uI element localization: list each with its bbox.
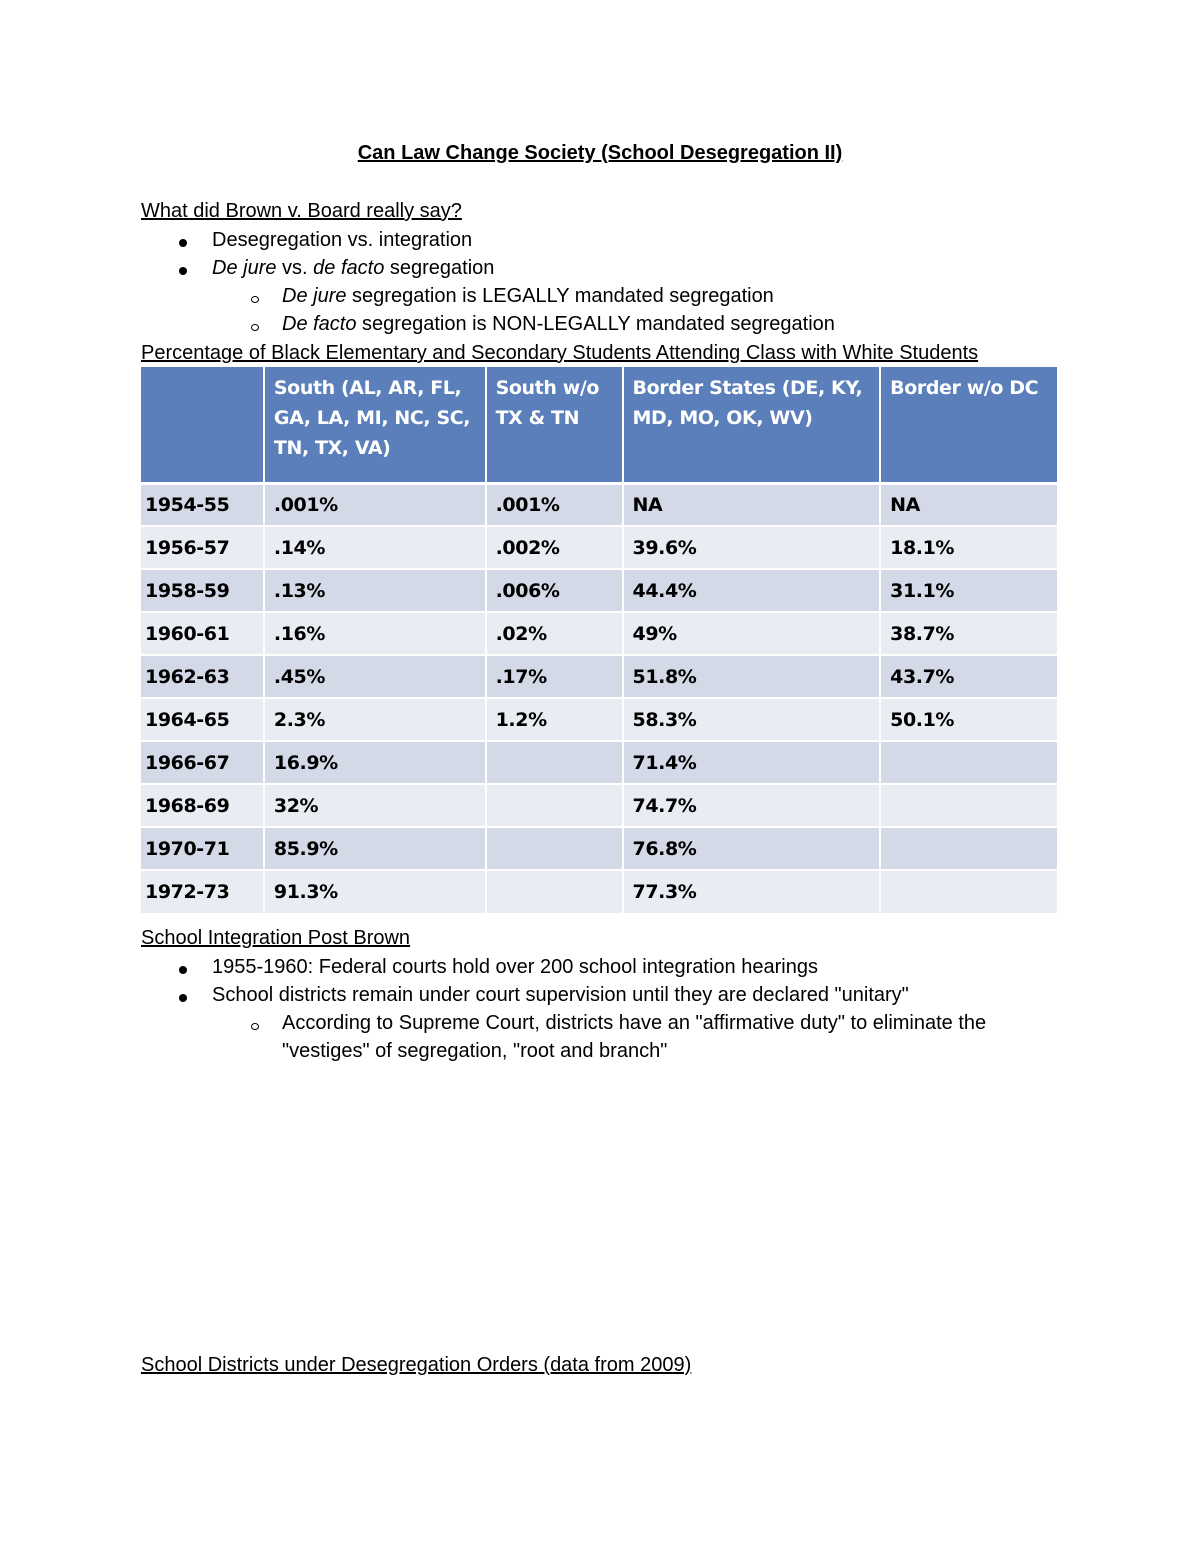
column-header: South (AL, AR, FL, GA, LA, MI, NC, SC, TN, TX, VA) [264,367,486,483]
list-item [141,257,1061,280]
list-item-text: School districts remain under court supervision until they are declared "unitary" [212,984,909,1006]
table-cell: 76.8% [623,827,881,870]
bullet-icon [179,966,187,974]
column-header: Border States (DE, KY, MD, MO, OK, WV) [623,367,881,483]
table-cell: 38.7% [880,612,1058,655]
table-cell-year: 1960-61 [141,612,264,655]
table-cell-year: 1970-71 [141,827,264,870]
bullet-icon [179,994,187,1002]
circle-bullet-icon [251,1023,259,1030]
bullet-icon [179,239,187,247]
sub-list-item [141,285,1061,308]
table-cell: 1.2% [486,698,623,741]
table-cell-year: 1966-67 [141,741,264,784]
table-cell: 2.3% [264,698,486,741]
table-row [141,526,1058,569]
table-cell: .002% [486,526,623,569]
list-item-text: 1955-1960: Federal courts hold over 200 school integration hearings [212,956,818,978]
list-item-text: De jure vs. de facto segregation [212,257,495,279]
table-cell: .02% [486,612,623,655]
table-row [141,483,1058,526]
table-cell: 77.3% [623,870,881,913]
table-cell-year: 1964-65 [141,698,264,741]
table-cell [486,741,623,784]
sub-list-item [141,313,1061,336]
table-heading: Percentage of Black Elementary and Secondary Students Attending Class with White Students [141,342,979,364]
table-row [141,655,1058,698]
table-cell [486,827,623,870]
table-cell-year: 1972-73 [141,870,264,913]
column-header [141,367,264,483]
table-cell-year: 1956-57 [141,526,264,569]
bullet-icon [179,267,187,275]
list-item [141,984,1061,1007]
list-item-text: According to Supreme Court, districts have an "affirmative duty" to eliminate the [282,1012,987,1034]
table-cell: .45% [264,655,486,698]
table-cell-year: 1958-59 [141,569,264,612]
circle-bullet-icon [251,296,259,303]
table-cell-year: 1968-69 [141,784,264,827]
sub-list-item [141,1012,1061,1035]
list-item [141,956,1061,979]
table-row [141,698,1058,741]
document-title: Can Law Change Society (School Desegregation II) [357,142,843,164]
list-item-text: "vestiges" of segregation, "root and branch" [282,1040,668,1062]
table-cell: 43.7% [880,655,1058,698]
table-cell: 74.7% [623,784,881,827]
table-row [141,870,1058,913]
table-cell: 58.3% [623,698,881,741]
list-item [141,229,1061,252]
table-cell [880,784,1058,827]
table-cell: 49% [623,612,881,655]
column-header: Border w/o DC [880,367,1058,483]
table-cell [880,741,1058,784]
table-cell: 31.1% [880,569,1058,612]
table-cell: .001% [264,483,486,526]
table-cell [880,870,1058,913]
section-heading-orders: School Districts under Desegregation Orders (data from 2009) [141,1354,692,1376]
table-cell: .16% [264,612,486,655]
table-cell [880,827,1058,870]
table-cell: 85.9% [264,827,486,870]
table-cell: 50.1% [880,698,1058,741]
list-item-text: De facto segregation is NON-LEGALLY mandated segregation [282,313,835,335]
table-row [141,827,1058,870]
table-row [141,612,1058,655]
column-header: South w/o TX & TN [486,367,623,483]
table-cell: 39.6% [623,526,881,569]
circle-bullet-icon [251,324,259,331]
table-row [141,741,1058,784]
table-cell: 32% [264,784,486,827]
sub-list-item-continuation [141,1040,1061,1063]
table-cell: 51.8% [623,655,881,698]
table-cell: 44.4% [623,569,881,612]
table-cell [486,870,623,913]
table-cell: NA [880,483,1058,526]
table-cell: 16.9% [264,741,486,784]
table-cell-year: 1962-63 [141,655,264,698]
table-cell [486,784,623,827]
table-row [141,569,1058,612]
table-cell: .14% [264,526,486,569]
table-cell-year: 1954-55 [141,483,264,526]
table-cell: 71.4% [623,741,881,784]
table-cell: 18.1% [880,526,1058,569]
table-cell: .13% [264,569,486,612]
list-item-text: De jure segregation is LEGALLY mandated segregation [282,285,774,307]
list-item-text: Desegregation vs. integration [212,229,473,251]
table-row [141,784,1058,827]
table-cell: NA [623,483,881,526]
section-heading-integration: School Integration Post Brown [141,927,411,949]
table-cell: .001% [486,483,623,526]
desegregation-table [141,367,1059,913]
table-cell: 91.3% [264,870,486,913]
table-header-row [141,367,1058,483]
section-heading-brown: What did Brown v. Board really say? [141,200,462,222]
table-cell: .006% [486,569,623,612]
table-cell: .17% [486,655,623,698]
